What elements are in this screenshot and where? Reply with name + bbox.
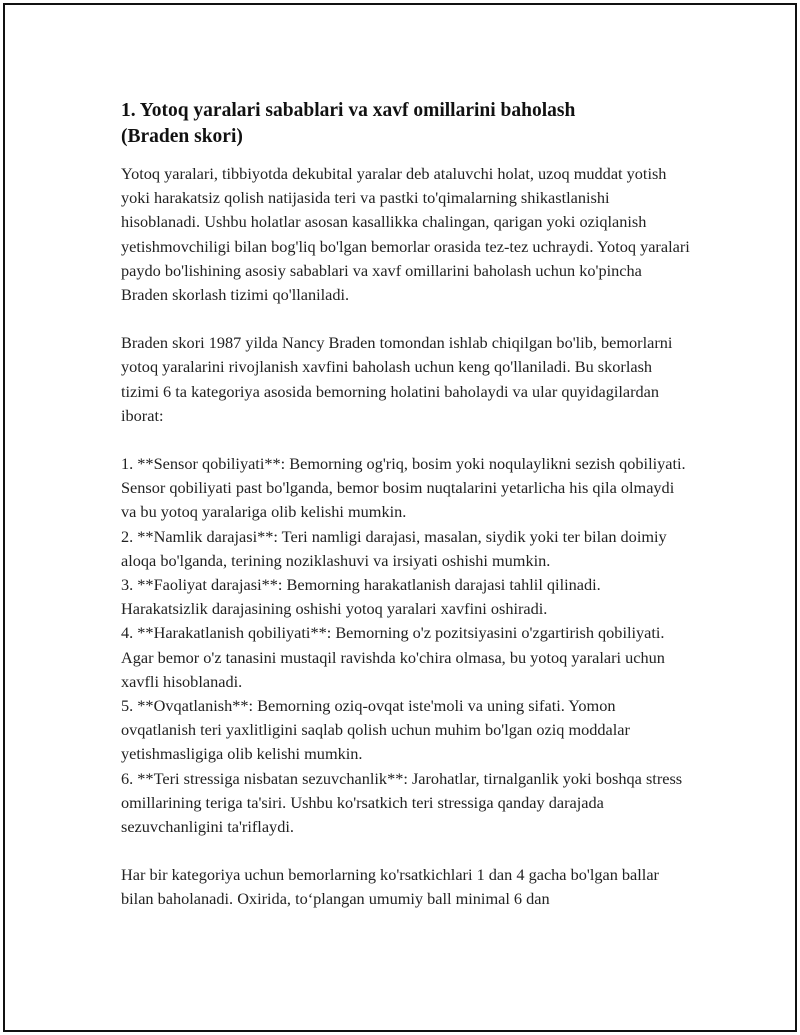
section-heading-line2: (Braden skori) [121, 126, 243, 147]
category-item-skin-stress: 6. **Teri stressiga nisbatan sezuvchanlik**: Jarohatlar, tirnalganlik yoki boshqa stress omillarining teriga ta'siri. Ushbu ko'rsatkich teri stressiga qanday darajada sezuvchanligini ta'riflaydi. [121, 768, 683, 837]
braden-history-paragraph: Braden skori 1987 yilda Nancy Braden tomondan ishlab chiqilgan bo'lib, bemorlarni yotoq yaralarini rivojlanish xavfini baholash uchun keng qo'llaniladi. Bu skorlash tizimi 6 ta kategoriya asosida bemorning holatini baholaydi va ular quyidagilardan iborat: [121, 333, 673, 425]
category-item-mobility: 4. **Harakatlanish qobiliyati**: Bemorning o'z pozitsiyasini o'zgartirish qobiliyati. Agar bemor o'z tanasini mustaqil ravishda ko'chira olmasa, bu yotoq yaralari uchun xavfli hisoblanadi. [121, 623, 665, 691]
category-item-moisture: 2. **Namlik darajasi**: Teri namligi darajasi, masalan, siydik yoki ter bilan doimiy aloqa bo'lganda, terining noziklashuvi va irsiyati oshishi mumkin. [121, 526, 667, 570]
category-item-sensor: 1. **Sensor qobiliyati**: Bemorning og'riq, bosim yoki noqulaylikni sezish qobiliyati. Sensor qobiliyati past bo'lganda, bemor bosim nuqtalarini yetarlicha his qila olmaydi va bu yotoq yaralariga olib kelishi mumkin. [121, 454, 686, 522]
document-body [121, 98, 691, 936]
category-list [121, 452, 691, 839]
category-item-activity: 3. **Faoliyat darajasi**: Bemorning harakatlanish darajasi tahlil qilinadi. Harakatsizlik darajasining oshishi yotoq yaralari xavfini oshiradi. [121, 575, 601, 619]
section-heading [121, 98, 691, 150]
page-frame [3, 3, 797, 1032]
category-item-nutrition: 5. **Ovqatlanish**: Bemorning oziq-ovqat iste'moli va uning sifati. Yomon ovqatlanish teri yaxlitligini saqlab qolish uchun muhim bo'lgan oziq moddalar yetishmasligiga olib kelishi mumkin. [121, 696, 630, 764]
section-heading-line1: 1. Yotoq yaralari sabablari va xavf omillarini baholash [121, 100, 576, 121]
scoring-paragraph: Har bir kategoriya uchun bemorlarning ko'rsatkichlari 1 dan 4 gacha bo'lgan ballar bilan baholanadi. Oxirida, to‘plangan umumiy ball minimal 6 dan [121, 865, 659, 909]
intro-paragraph: Yotoq yaralari, tibbiyotda dekubital yaralar deb ataluvchi holat, uzoq muddat yotish yoki harakatsiz qolish natijasida teri va pastki to'qimalarning shikastlanishi hisoblanadi. Ushbu holatlar asosan kasallikka chalingan, qarigan yoki oziqlanish yetishmovchiligi bilan bog'liq bo'lgan bemorlar orasida tez-tez uchraydi. Yotoq yaralari paydo bo'lishining asosiy sabablari va xavf omillarini baholash uchun ko'pincha Braden skorlash tizimi qo'llaniladi. [121, 164, 690, 305]
